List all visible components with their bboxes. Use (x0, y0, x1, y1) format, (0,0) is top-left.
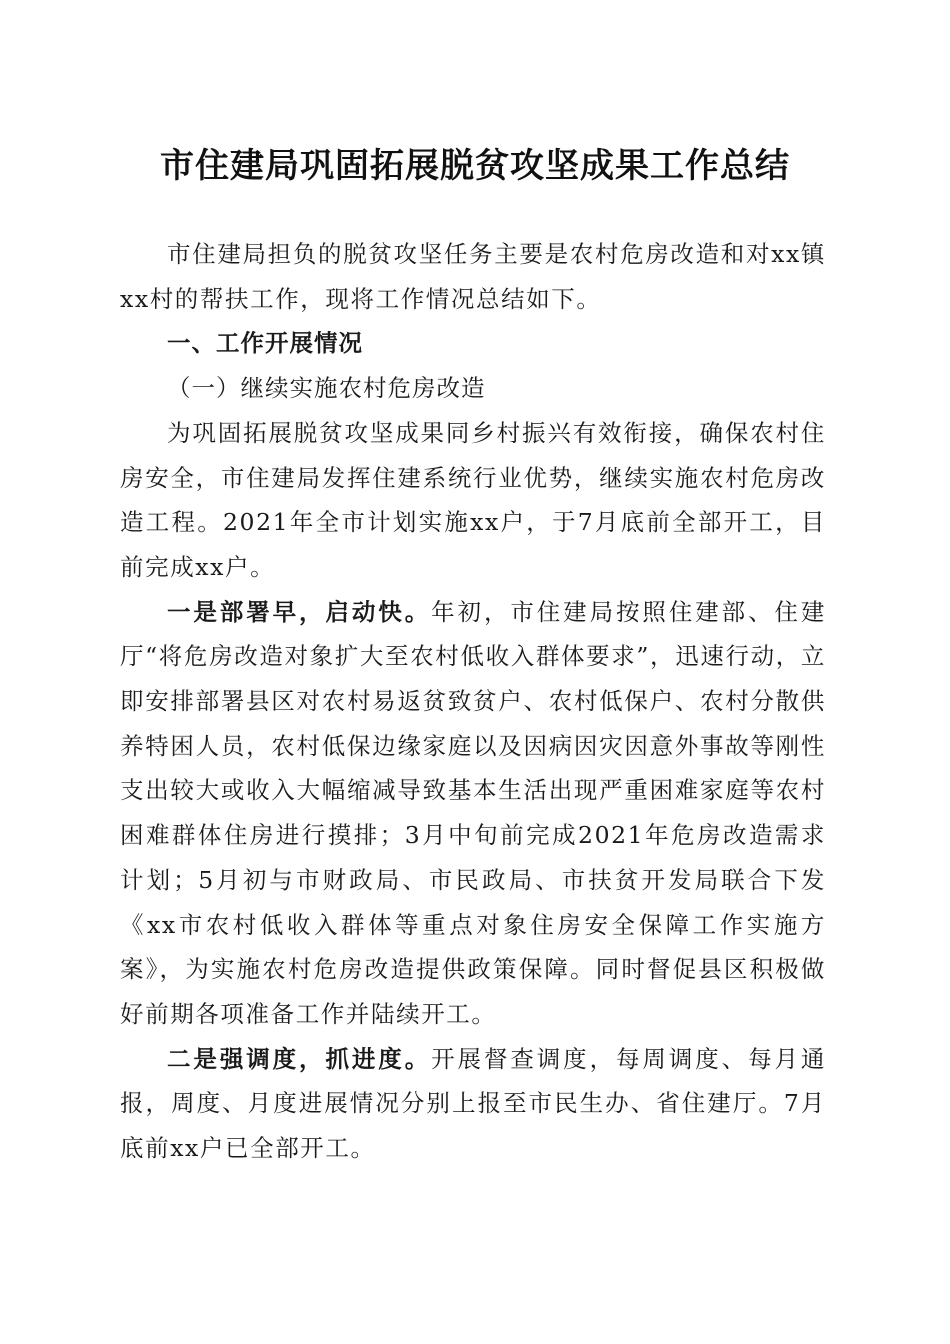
point-paragraph-2 (120, 1037, 826, 1171)
point-text-2: 开展督查调度，每周调度、每月通报，周度、月度进展情况分别上报至市民生办、省住建厅。7月底前xx户已全部开工。 (120, 1044, 826, 1163)
document-title: 市住建局巩固拓展脱贫攻坚成果工作总结 (160, 146, 790, 186)
point-lead-1: 一是部署早，启动快。 (167, 597, 432, 626)
section-heading: 一、工作开展情况 (167, 329, 363, 358)
subsection-heading: （一）继续实施农村危房改造 (167, 374, 486, 403)
intro-paragraph: 市住建局担负的脱贫攻坚任务主要是农村危房改造和对xx镇xx村的帮扶工作，现将工作情况总结如下。 (120, 240, 826, 313)
body-paragraph: 为巩固拓展脱贫攻坚成果同乡村振兴有效衔接，确保农村住房安全，市住建局发挥住建系统行业优势，继续实施农村危房改造工程。2021年全市计划实施xx户，于7月底前全部开工，目前完成xx户。 (120, 418, 826, 581)
point-text-1: 年初，市住建局按照住建部、住建厅“将危房改造对象扩大至农村低收入群体要求”，迅速行动，立即安排部署县区对农村易返贫致贫户、农村低保户、农村分散供养特困人员，农村低保边缘家庭以及因病因灾因意外事故等刚性支出较大或收入大幅缩减导致基本生活出现严重困难家庭等农村困难群体住房进行摸排；3月中旬前完成2021年危房改造需求计划；5月初与市财政局、市民政局、市扶贫开发局联合下发《xx市农村低收入群体等重点对象住房安全保障工作实施方案》，为实施农村危房改造提供政策保障。同时督促县区积极做好前期各项准备工作并陆续开工。 (120, 597, 826, 1028)
point-paragraph-1 (120, 590, 826, 1037)
point-lead-2: 二是强调度，抓进度。 (167, 1044, 432, 1073)
document-body (120, 232, 826, 1171)
